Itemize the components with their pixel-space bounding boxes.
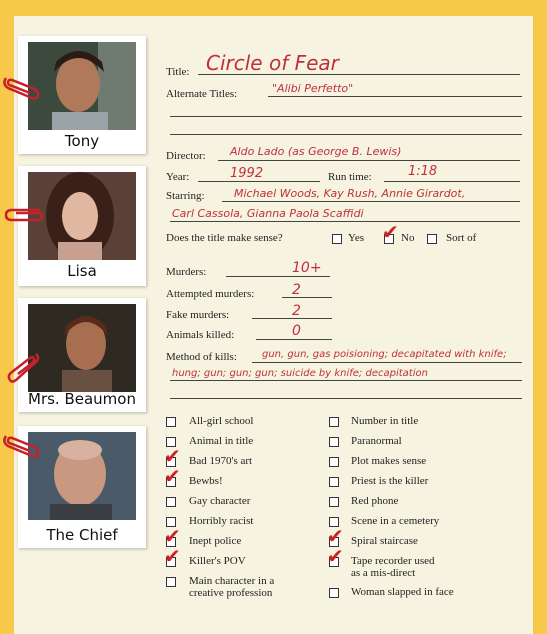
method-of-kills-value-2: hung; gun; gun; gun; suicide by knife; decapitation (172, 368, 428, 379)
checklist-left-checkbox[interactable] (166, 417, 176, 427)
sense-yes-label: Yes (348, 232, 365, 244)
checklist-right-checkbox[interactable] (329, 477, 339, 487)
checklist-left-label: Inept police (189, 535, 242, 547)
checklist-right-label: Spiral staircase (351, 535, 418, 547)
attempted-murders-label: Attempted murders: (166, 288, 255, 300)
paperclip-icon (0, 430, 40, 460)
sense-sortof-checkbox[interactable] (427, 234, 437, 244)
checklist-right-label: Plot makes sense (351, 455, 427, 467)
photo-mrs-beaumon (28, 304, 136, 392)
checklist-right-label: Scene in a cemetery (351, 515, 440, 527)
checklist-right-checkbox[interactable] (329, 437, 339, 447)
check-mark-icon: ✔ (327, 544, 344, 568)
method-of-kills-line (252, 362, 522, 363)
method-of-kills-label: Method of kills: (166, 351, 237, 363)
blank-line (170, 134, 522, 135)
method-of-kills-line-2 (170, 380, 522, 381)
animals-killed-label: Animals killed: (166, 329, 235, 341)
checklist-right-label: Paranormal (351, 435, 402, 447)
checklist-left-checkbox[interactable] (166, 497, 176, 507)
checklist-left-label: Main character in a (189, 575, 275, 587)
animals-killed-value: 0 (292, 323, 301, 339)
starring-line (222, 201, 520, 202)
checklist-left-label: Horribly racist (189, 515, 254, 527)
checklist-right-checkbox[interactable] (329, 588, 339, 598)
animals-killed-line (256, 339, 332, 340)
starring-value-1: Michael Woods, Kay Rush, Annie Girardot, (234, 187, 466, 200)
checklist-left-checkbox[interactable] (166, 577, 176, 587)
photo-caption-mrs-beaumon: Mrs. Beaumon (28, 390, 136, 408)
photo-tony (28, 42, 136, 130)
director-value: Aldo Lado (as George B. Lewis) (230, 145, 402, 158)
blank-line (170, 398, 522, 399)
checklist-left-label: Killer's POV (189, 555, 246, 567)
checklist-right-label: Red phone (351, 495, 399, 507)
photo-caption-lisa: Lisa (67, 262, 97, 280)
photo-the-chief (28, 432, 136, 520)
check-mark-icon: ✔ (382, 220, 399, 244)
title-value: Circle of Fear (206, 51, 339, 75)
check-mark-icon: ✔ (164, 544, 181, 568)
alt-titles-label: Alternate Titles: (166, 88, 238, 100)
runtime-value: 1:18 (408, 164, 438, 179)
title-label: Title: (166, 66, 190, 78)
checklist-left-label: Gay character (189, 495, 251, 507)
fake-murders-value: 2 (292, 303, 301, 319)
sense-yes-checkbox[interactable] (332, 234, 342, 244)
blank-line (170, 116, 522, 117)
paperclip-icon (4, 206, 46, 224)
starring-label: Starring: (166, 190, 205, 202)
checklist-right-label: Woman slapped in face (351, 586, 454, 598)
starring-line-2 (170, 221, 520, 222)
year-value: 1992 (230, 166, 264, 181)
check-mark-icon: ✔ (327, 524, 344, 548)
paperclip-icon (0, 72, 40, 102)
checklist-right-checkbox[interactable] (329, 417, 339, 427)
checklist-right-label-line2: as a mis-direct (351, 567, 416, 579)
attempted-murders-line (282, 297, 332, 298)
method-of-kills-value-1: gun, gun, gas poisioning; decapitated with knife; (262, 349, 507, 360)
checklist-left-label: Bewbs! (189, 475, 223, 487)
photo-caption-the-chief: The Chief (46, 526, 118, 544)
checklist-left-label: Bad 1970's art (189, 455, 253, 467)
director-line (218, 160, 520, 161)
year-line (198, 181, 320, 182)
photo-card-lisa (18, 166, 146, 286)
alt-titles-value: "Alibi Perfetto" (272, 82, 354, 95)
checklist-left-label-line2: creative profession (189, 587, 273, 599)
checklist-right-checkbox[interactable] (329, 457, 339, 467)
check-mark-icon: ✔ (164, 524, 181, 548)
checklist-left-label: All-girl school (189, 415, 254, 427)
sense-sortof-label: Sort of (446, 232, 477, 244)
runtime-label: Run time: (328, 171, 372, 183)
check-mark-icon: ✔ (164, 464, 181, 488)
director-label: Director: (166, 150, 206, 162)
checklist-right-checkbox[interactable] (329, 497, 339, 507)
year-label: Year: (166, 171, 190, 183)
starring-value-2: Carl Cassola, Gianna Paola Scaffidi (172, 207, 364, 220)
checklist-right-label: Priest is the killer (351, 475, 429, 487)
murders-line (226, 276, 330, 277)
paperclip-icon (6, 350, 42, 384)
runtime-line (384, 181, 520, 182)
murders-label: Murders: (166, 266, 207, 278)
title-sense-question: Does the title make sense? (166, 232, 283, 244)
check-mark-icon: ✔ (164, 444, 181, 468)
fake-murders-label: Fake murders: (166, 309, 230, 321)
checklist-right-label: Tape recorder used (351, 555, 435, 567)
photo-caption-tony: Tony (64, 132, 100, 150)
checklist-left-label: Animal in title (189, 435, 254, 447)
sense-no-label: No (401, 232, 415, 244)
attempted-murders-value: 2 (292, 282, 301, 298)
murders-value: 10+ (292, 260, 322, 276)
checklist-right-label: Number in title (351, 415, 419, 427)
alt-titles-line (268, 96, 522, 97)
